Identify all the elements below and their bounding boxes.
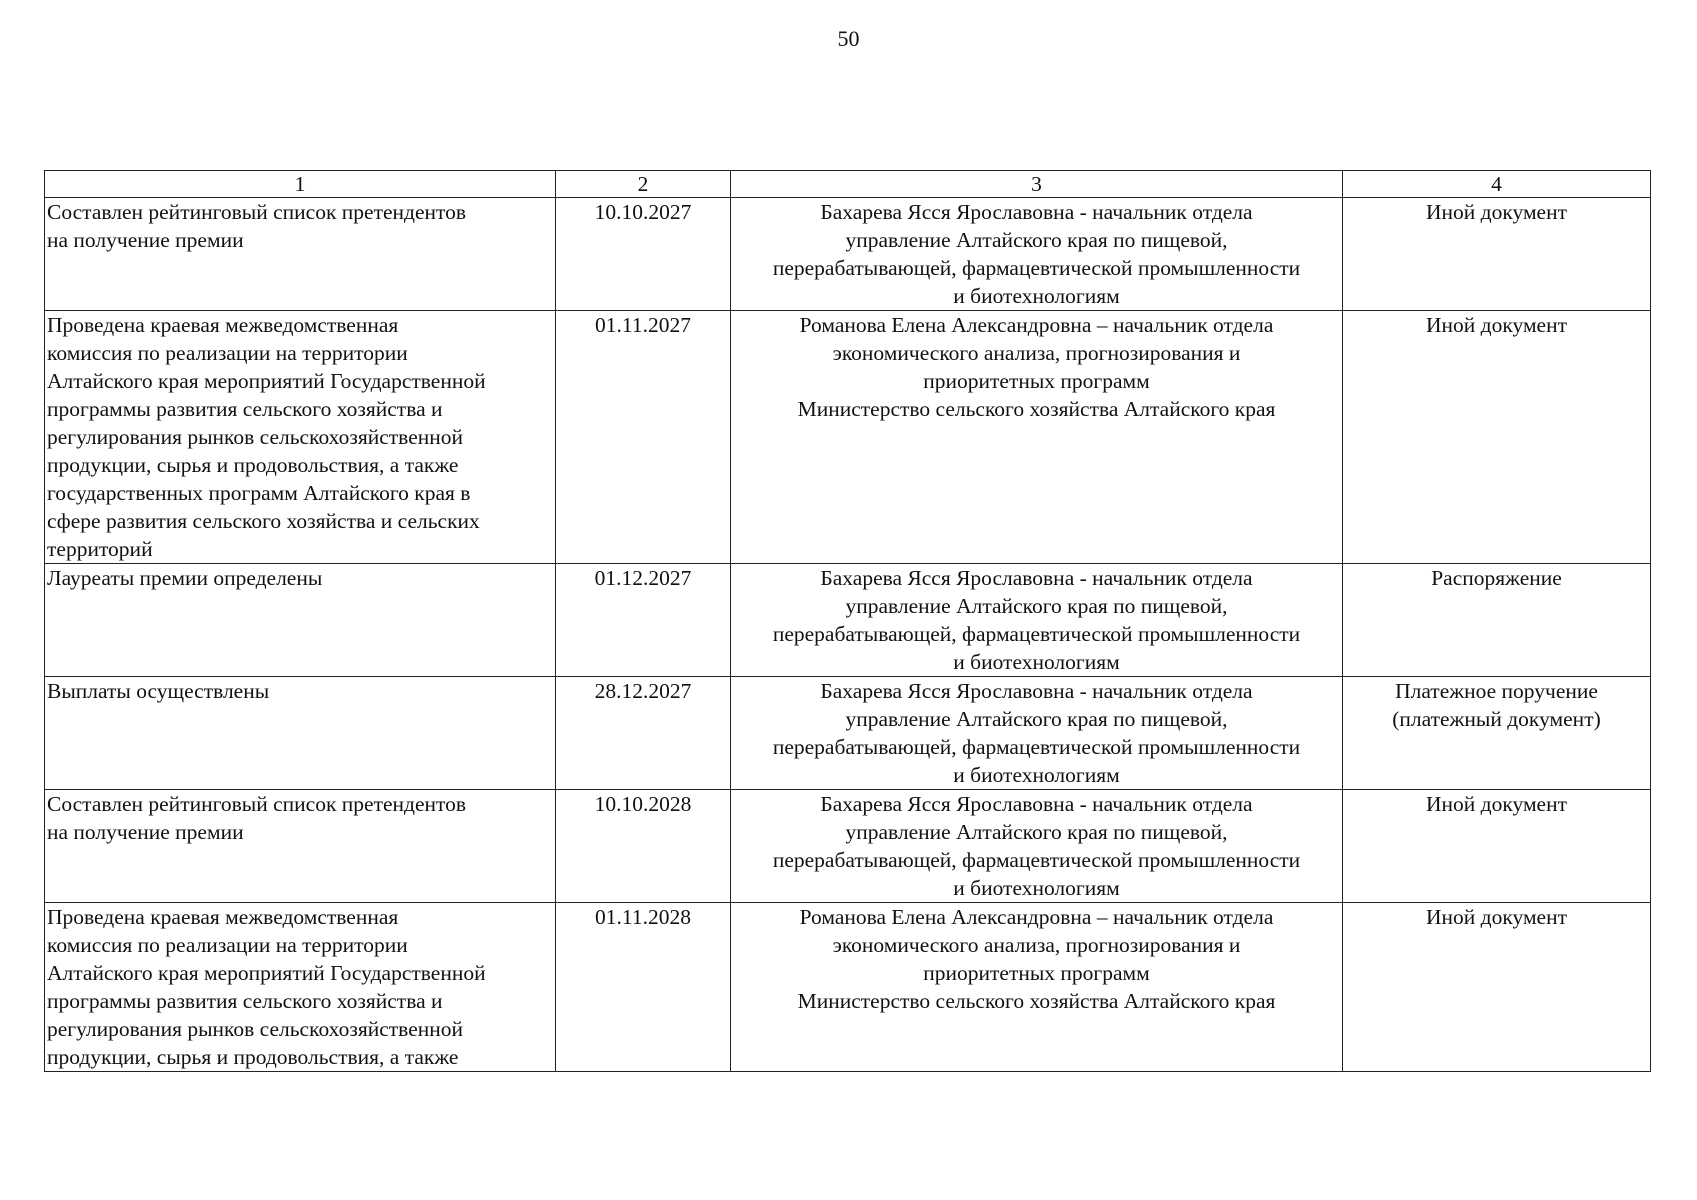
event-cell: Составлен рейтинговый список претендентов на получение премии — [45, 790, 556, 903]
table-row — [45, 677, 1651, 790]
table-row — [45, 198, 1651, 311]
event-cell: Проведена краевая межведомственная комиссия по реализации на территории Алтайского края мероприятий Государственной программы развития сельского хозяйства и регулирования рынков сельскохозяйственной продукции, сырья и продовольствия, а также — [45, 903, 556, 1072]
document-type-cell: Платежное поручение (платежный документ) — [1343, 677, 1651, 790]
column-header: 2 — [556, 171, 731, 198]
responsible-cell: Бахарева Ясся Ярославовна - начальник отдела управление Алтайского края по пищевой, перерабатывающей, фармацевтической промышленности и биотехнологиям — [731, 564, 1343, 677]
document-type-cell: Иной документ — [1343, 790, 1651, 903]
date-cell: 10.10.2028 — [556, 790, 731, 903]
responsible-cell: Романова Елена Александровна – начальник отдела экономического анализа, прогнозирования и приоритетных программ Министерство сельского хозяйства Алтайского края — [731, 903, 1343, 1072]
table-header-row — [45, 171, 1651, 198]
column-header: 1 — [45, 171, 556, 198]
document-type-cell: Иной документ — [1343, 311, 1651, 564]
responsible-cell: Романова Елена Александровна – начальник отдела экономического анализа, прогнозирования и приоритетных программ Министерство сельского хозяйства Алтайского края — [731, 311, 1343, 564]
date-cell: 01.11.2028 — [556, 903, 731, 1072]
document-type-cell: Иной документ — [1343, 198, 1651, 311]
date-cell: 01.11.2027 — [556, 311, 731, 564]
page-number: 50 — [837, 26, 860, 51]
event-cell: Проведена краевая межведомственная комиссия по реализации на территории Алтайского края мероприятий Государственной программы развития сельского хозяйства и регулирования рынков сельскохозяйственной продукции, сырья и продовольствия, а также государственных программ Алтайского края в сфере развития сельского хозяйства и сельских территорий — [45, 311, 556, 564]
event-cell: Составлен рейтинговый список претендентов на получение премии — [45, 198, 556, 311]
date-cell: 28.12.2027 — [556, 677, 731, 790]
event-cell: Выплаты осуществлены — [45, 677, 556, 790]
table-row — [45, 903, 1651, 1072]
date-cell: 10.10.2027 — [556, 198, 731, 311]
table-row — [45, 790, 1651, 903]
column-header: 4 — [1343, 171, 1651, 198]
date-cell: 01.12.2027 — [556, 564, 731, 677]
document-type-cell: Иной документ — [1343, 903, 1651, 1072]
event-cell: Лауреаты премии определены — [45, 564, 556, 677]
table-row — [45, 311, 1651, 564]
table-row — [45, 564, 1651, 677]
column-header: 3 — [731, 171, 1343, 198]
responsible-cell: Бахарева Ясся Ярославовна - начальник отдела управление Алтайского края по пищевой, перерабатывающей, фармацевтической промышленности и биотехнологиям — [731, 790, 1343, 903]
responsible-cell: Бахарева Ясся Ярославовна - начальник отдела управление Алтайского края по пищевой, перерабатывающей, фармацевтической промышленности и биотехнологиям — [731, 677, 1343, 790]
responsible-cell: Бахарева Ясся Ярославовна - начальник отдела управление Алтайского края по пищевой, перерабатывающей, фармацевтической промышленности и биотехнологиям — [731, 198, 1343, 311]
document-type-cell: Распоряжение — [1343, 564, 1651, 677]
schedule-table — [44, 170, 1651, 1072]
